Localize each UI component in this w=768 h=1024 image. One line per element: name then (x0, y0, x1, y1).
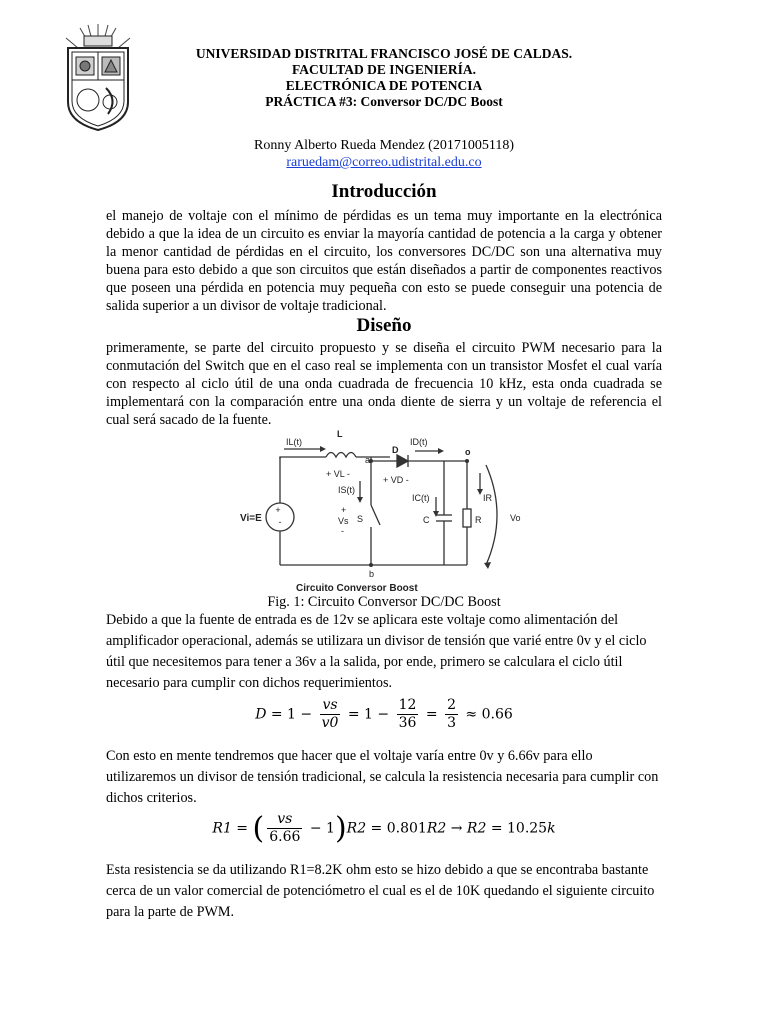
resistor-equation: R1 = ( $\frac{vs}{6.66}$ − 1)R2 = 0.801R2 → R2 = 10.25k (212, 811, 556, 846)
intro-paragraph: el manejo de voltaje con el mínimo de pérdidas es un tema muy importante en la electrónica debido a que la idea de un circuito es enviar la mayoría cantidad de potencia a la carga y obtener la menor cantidad de pérdidas en el circuito, los conversores DC/DC son una alternativa muy buena para esto debido a que son circuitos que están diseñados a partir de componentes reactivos que poseen una pérdida en potencia muy pequeña con esto se puede conseguir una potencia de salida superior a un divisor de voltaje tradicional. (106, 208, 662, 314)
label-ic: IC(t) (412, 493, 430, 503)
label-c: C (423, 515, 430, 525)
svg-text:+: + (275, 505, 281, 515)
author-name: Ronny Alberto Rueda Mendez (20171005118) (254, 138, 514, 153)
author-email-link[interactable]: raruedam@correo.udistrital.edu.co (286, 155, 482, 170)
label-vo: Vo (510, 513, 521, 523)
document-header (180, 46, 588, 110)
university-seal-logo (58, 22, 138, 134)
design-paragraph: primeramente, se parte del circuito propuesto y se diseña el circuito PWM necesario para la conmutación del Switch que en el caso real se implementa con un transistor Mosfet el cual varía con respecto al ciclo útil de una onda cuadrada de frecuencia 10 kHz, esta onda cuadrada se implementará con la comparación entre una onda diente de sierra y un voltaje de referencia el cual será sacado de la fuente. (106, 340, 662, 428)
label-l: L (337, 429, 343, 439)
label-vs: Vs (338, 516, 349, 526)
label-il: IL(t) (286, 437, 303, 447)
circuit-title: Circuito Conversor Boost (296, 583, 418, 594)
label-s: S (357, 514, 364, 524)
svg-text:-: - (278, 517, 282, 527)
label-r: R (475, 515, 482, 525)
label-vi: Vi=E (240, 513, 262, 524)
header-faculty: FACULTAD DE INGENIERÍA. (292, 62, 476, 77)
label-d: D (392, 445, 399, 455)
label-ir: IR (483, 493, 492, 503)
boost-converter-circuit (240, 425, 530, 595)
header-practice: PRÁCTICA #3: Conversor DC/DC Boost (265, 94, 503, 109)
label-node-a: a (365, 455, 371, 465)
label-vl: + VL - (326, 469, 350, 479)
author-block (180, 137, 588, 171)
label-node-o: o (465, 447, 471, 457)
label-vd: + VD - (383, 475, 409, 485)
header-university: UNIVERSIDAD DISTRITAL FRANCISCO JOSÉ DE CALDAS. (195, 46, 573, 61)
label-vs-minus: - (341, 526, 344, 536)
figure-caption: Fig. 1: Circuito Conversor DC/DC Boost (267, 594, 501, 610)
header-course: ELECTRÓNICA DE POTENCIA (285, 78, 483, 93)
label-is: IS(t) (338, 485, 355, 495)
paragraph-pwm-circuit: Esta resistencia se da utilizando R1=8.2K ohm esto se hizo debido a que se encontraba bastante cerca de un valor comercial de potenciómetro el cual es el de 10K quedando el siguiente circuito para la parte de PWM. (106, 862, 655, 920)
label-node-b: b (369, 569, 375, 579)
label-id: ID(t) (410, 437, 428, 447)
design-title: Diseño (356, 315, 412, 336)
intro-title: Introducción (331, 181, 437, 202)
duty-cycle-equation: D = 1 − $\frac{vs}{v0}$ = 1 − $\frac{12}{36}$ = $\frac{2}{3}$ ≈ 0.66 (255, 697, 513, 731)
paragraph-input-voltage: Debido a que la fuente de entrada es de 12v se aplicara este voltaje como alimentación del amplificador operacional, además se utilizara un divisor de tensión que varié entre 0v y el ciclo útil que necesitemos para tener a 36v a la salida, por ende, primero se calculara el ciclo útil necesario para cumplir con dichos requerimientos. (106, 612, 647, 691)
paragraph-voltage-divider: Con esto en mente tendremos que hacer que el voltaje varía entre 0v y 6.66v para ello utilizaremos un divisor de tensión tradicional, se calcula la resistencia necesaria para cumplir con dichos criterios. (106, 748, 659, 806)
label-vs-plus: + (341, 505, 347, 515)
